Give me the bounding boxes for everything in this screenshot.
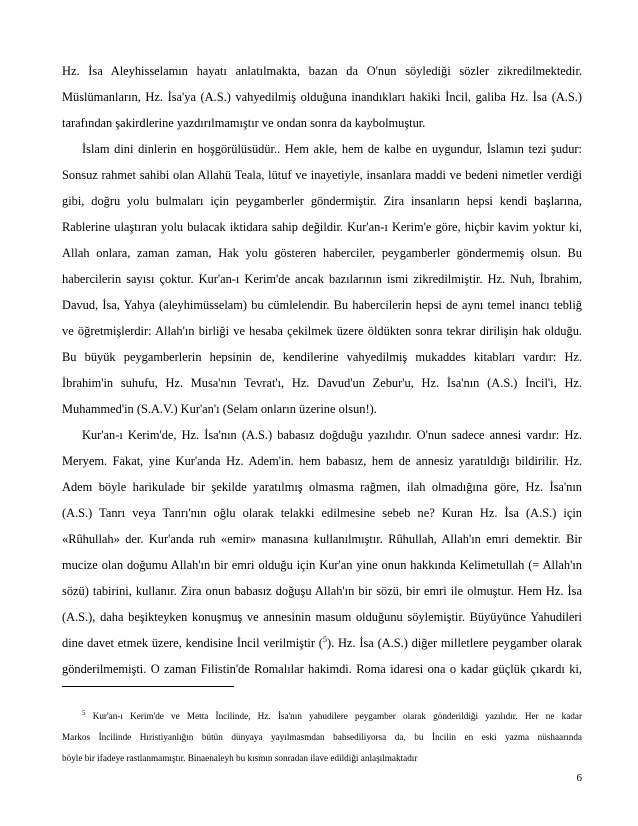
text-line: gönderilmemişti. O zaman Filistin'de Romalılar hakimdi. Roma idaresi ona o kadar güçlük çıkardı ki,	[62, 662, 582, 676]
text-line: «Rûhullah» der. Kur'anda ruh «emir» manasına kullanılmıştır. Rûhullah, Allah'ın emri demektir. Bir	[62, 532, 582, 546]
footnote-line: Markos İncilinde Hıristiyanlığın bütün dünyaya yayılmasmdan bahsediliyorsa da, bu İncilin en eski yazma nüshaarında	[62, 732, 582, 742]
footnote-text: Kur'an-ı Kerim'de ve Metta İncilinde, Hz. İsa'nın yahudilere peygamber olarak gönderildiği yazılıdır. Her ne kadar	[92, 711, 583, 721]
text-line: İbrahim'in suhufu, Hz. Musa'nın Tevrat'ı, Hz. Davud'un Zebur'u, Hz. İsa'nın (A.S.) İncil'i, Hz.	[62, 376, 582, 390]
footnote-separator	[62, 686, 234, 687]
text-line: Bu büyük peygamberlerin hepsinin de, kendilerine vahyedilmiş mukaddes kitabları vardır: Hz.	[62, 350, 582, 364]
text-line: gibi, doğru yolu bulmaları için peygamberler göndermiştir. Zira insanların hepsi kendi başlarına,	[62, 194, 582, 208]
text-line: Meryem. Fakat, yine Kur'anda Hz. Adem'in. hem babasız, hem de annesiz yaratıldığı bildirilir. Hz.	[62, 454, 582, 468]
footnote-line: böyle bir ifadeye rastlanmamıştır. Binaenaleyh bu kısmın sonradan ilave edildiği anlaşılmaktadır	[62, 753, 418, 763]
footnote-line	[62, 706, 582, 727]
text-line: sözü) tabirini, kullanır. Zira onun babasız doğuşu Allah'ın bir sözü, bir emri ile olmuştur. Hem Hz. İsa	[62, 584, 582, 598]
footnote-reference[interactable]: 5	[322, 634, 327, 644]
text-line: Muhammed'in (S.A.V.) Kur'an'ı (Selam onların üzerine olsun!).	[62, 402, 377, 416]
text-line: Rablerine ulaştıran yolu bulacak iktidara sahip değildir. Kur'an-ı Kerim'e göre, hiçbir kavim yoktur ki,	[62, 220, 582, 234]
text-line: Allah onlara, zaman zaman, Hak yolu gösteren haberciler, peygamberler göndermemiş olsun. Bu	[62, 246, 582, 260]
text-line: (A.S.), daha beşikteyken konuşmuş ve annesinin masum olduğunu söylemiştir. Büyüyünce Yahudileri	[62, 610, 582, 624]
footnote	[62, 706, 582, 769]
text-line: mucize olan doğumu Allah'ın bir emri olduğu için Kur'an yine onun hakkında Kelimetullah (= Allah'ın	[62, 558, 582, 572]
text-segment: dine davet etmek üzere, kendisine İncil verilmiştir (	[62, 636, 323, 650]
text-line: Müslümanların, Hz. İsa'ya (A.S.) vahyedilmiş olduğuna inandıkları hakiki İncil, galiba Hz. İsa (A.S.)	[62, 90, 582, 104]
text-line: Adem böyle harikulade bir şekilde yaratılmış olmasma rağmen, ilah olmadığına göre, Hz. İsa'nın	[62, 480, 582, 494]
text-segment: ). Hz. İsa (A.S.) diğer milletlere peygamber olarak	[326, 636, 583, 650]
paragraph-start-line: İslam dini dinlerin en hoşgörülüsüdür.. Hem akle, hem de kalbe en uygundur, İslamın tezi şudur:	[82, 142, 582, 156]
text-line: (A.S.) Tanrı veya Tanrı'nın oğlu olarak telakki edilmesine sebeb ne? Kuran Hz. İsa (A.S.) için	[62, 506, 582, 520]
paragraph-start-line: Kur'an-ı Kerim'de, Hz. İsa'nın (A.S.) babasız doğduğu yazılıdır. O'nun sadece annesi vardır: Hz.	[82, 428, 582, 442]
footnote-number: 5	[82, 708, 86, 717]
page-number: 6	[576, 772, 582, 784]
body-text	[62, 58, 582, 682]
text-line: Hz. İsa Aleyhisselamın hayatı anlatılmakta, bazan da O'nun söylediği sözler zikredilmektedir.	[62, 64, 582, 78]
text-line: Sonsuz rahmet sahibi olan Allahü Teala, lütuf ve inayetiyle, insanlara maddi ve bedeni nimetler verdiği	[62, 168, 582, 182]
text-line: tarafından şakirdlerine yazdırılmamıştır ve ondan sonra da kaybolmuştur.	[62, 116, 426, 130]
text-line: Davud, İsa, Yahya (aleyhimüsselam) bu cümlelendir. Bu habercilerin hepsi de aynı temel inancı tebliğ	[62, 298, 582, 312]
text-line: ve öğretmişlerdir: Allah'ın birliği ve hesaba çekilmek üzere öldükten sonra tekrar dirilişin hak olduğu.	[62, 324, 582, 338]
text-line: habercilerin sayısı çoktur. Kur'an-ı Kerim'de ancak bazılarının ismi zikredilmiştir. Hz. Nuh, İbrahim,	[62, 272, 582, 286]
text-line-with-footnote-ref	[62, 630, 582, 656]
